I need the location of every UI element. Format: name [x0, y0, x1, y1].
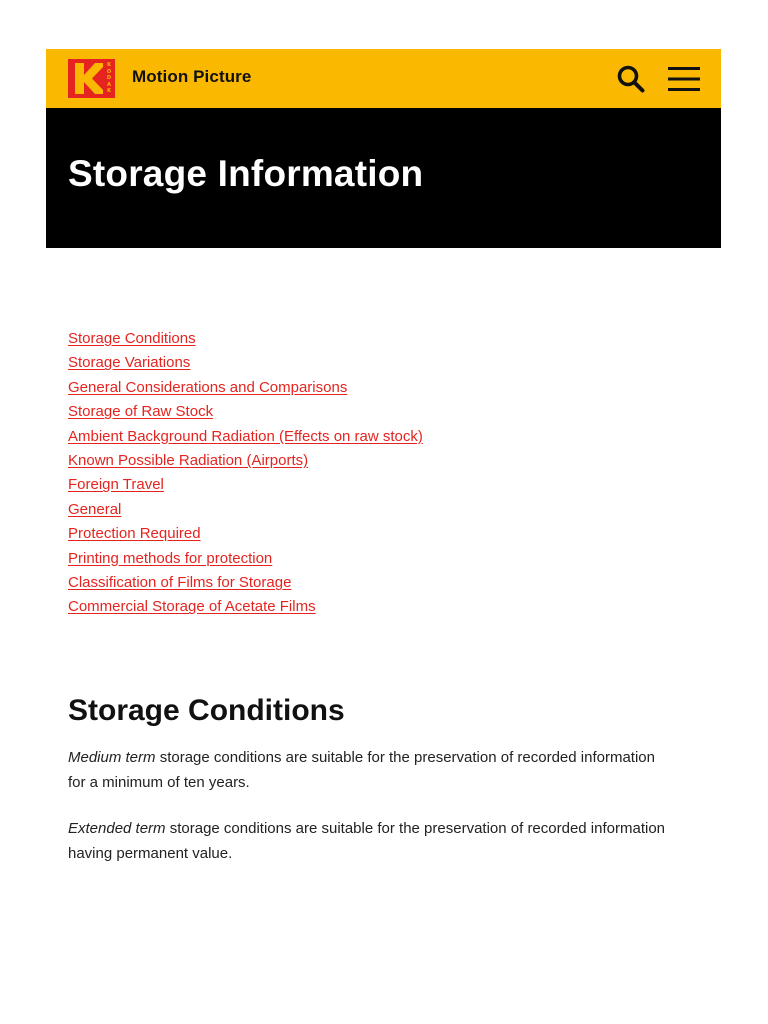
toc-link-storage-conditions[interactable]: Storage Conditions — [68, 330, 196, 347]
kodak-logo[interactable] — [68, 59, 115, 98]
toc-item — [68, 376, 423, 400]
toc-item — [68, 498, 423, 522]
logo-wordmark: KODAK — [106, 62, 112, 94]
page-frame — [46, 49, 721, 248]
k-mark-icon — [75, 63, 103, 94]
search-icon — [616, 64, 646, 94]
toc-link-airport-radiation[interactable]: Known Possible Radiation (Airports) — [68, 451, 309, 469]
top-navigation-bar — [46, 49, 721, 108]
menu-button[interactable] — [668, 66, 700, 92]
toc-link-raw-stock[interactable]: Storage of Raw Stock — [68, 403, 214, 421]
toc-link-general[interactable]: General — [68, 500, 122, 518]
toc-item — [68, 571, 423, 595]
toc-link-printing-methods[interactable]: Printing methods for protection — [68, 549, 273, 567]
toc-link-protection-required[interactable]: Protection Required — [68, 525, 201, 543]
toc-item — [68, 473, 423, 497]
toc-link-film-classification[interactable]: Classification of Films for Storage — [68, 573, 292, 591]
page-title: Storage Information — [68, 153, 424, 194]
term-extended: Extended term — [68, 820, 166, 837]
paragraph-text: storage conditions are suitable for the preservation of recorded information having permanent value. — [68, 820, 666, 862]
toc-link-storage-variations[interactable]: Storage Variations — [68, 354, 191, 372]
hero-banner — [46, 108, 721, 248]
toc-link-general-considerations[interactable]: General Considerations and Comparisons — [68, 378, 348, 396]
paragraph-extended-term — [68, 816, 668, 866]
hamburger-menu-icon — [668, 66, 700, 92]
section-heading: Storage Conditions — [68, 694, 345, 727]
paragraph-text: storage conditions are suitable for the preservation of recorded information for a minimum of ten years. — [68, 749, 655, 791]
site-title[interactable]: Motion Picture — [132, 67, 252, 86]
toc-item — [68, 595, 423, 619]
toc-item — [68, 425, 423, 449]
toc-link-ambient-radiation[interactable]: Ambient Background Radiation (Effects on raw stock) — [68, 427, 423, 445]
toc-item — [68, 449, 423, 473]
toc-item — [68, 327, 423, 351]
paragraph-medium-term — [68, 745, 668, 795]
toc-link-foreign-travel[interactable]: Foreign Travel — [68, 476, 164, 494]
toc-link-commercial-storage[interactable]: Commercial Storage of Acetate Films — [68, 598, 316, 616]
term-medium: Medium term — [68, 749, 156, 766]
toc-item — [68, 522, 423, 546]
toc-item — [68, 351, 423, 375]
table-of-contents — [68, 327, 423, 620]
search-button[interactable] — [616, 64, 646, 94]
toc-item — [68, 400, 423, 424]
toc-item — [68, 547, 423, 571]
